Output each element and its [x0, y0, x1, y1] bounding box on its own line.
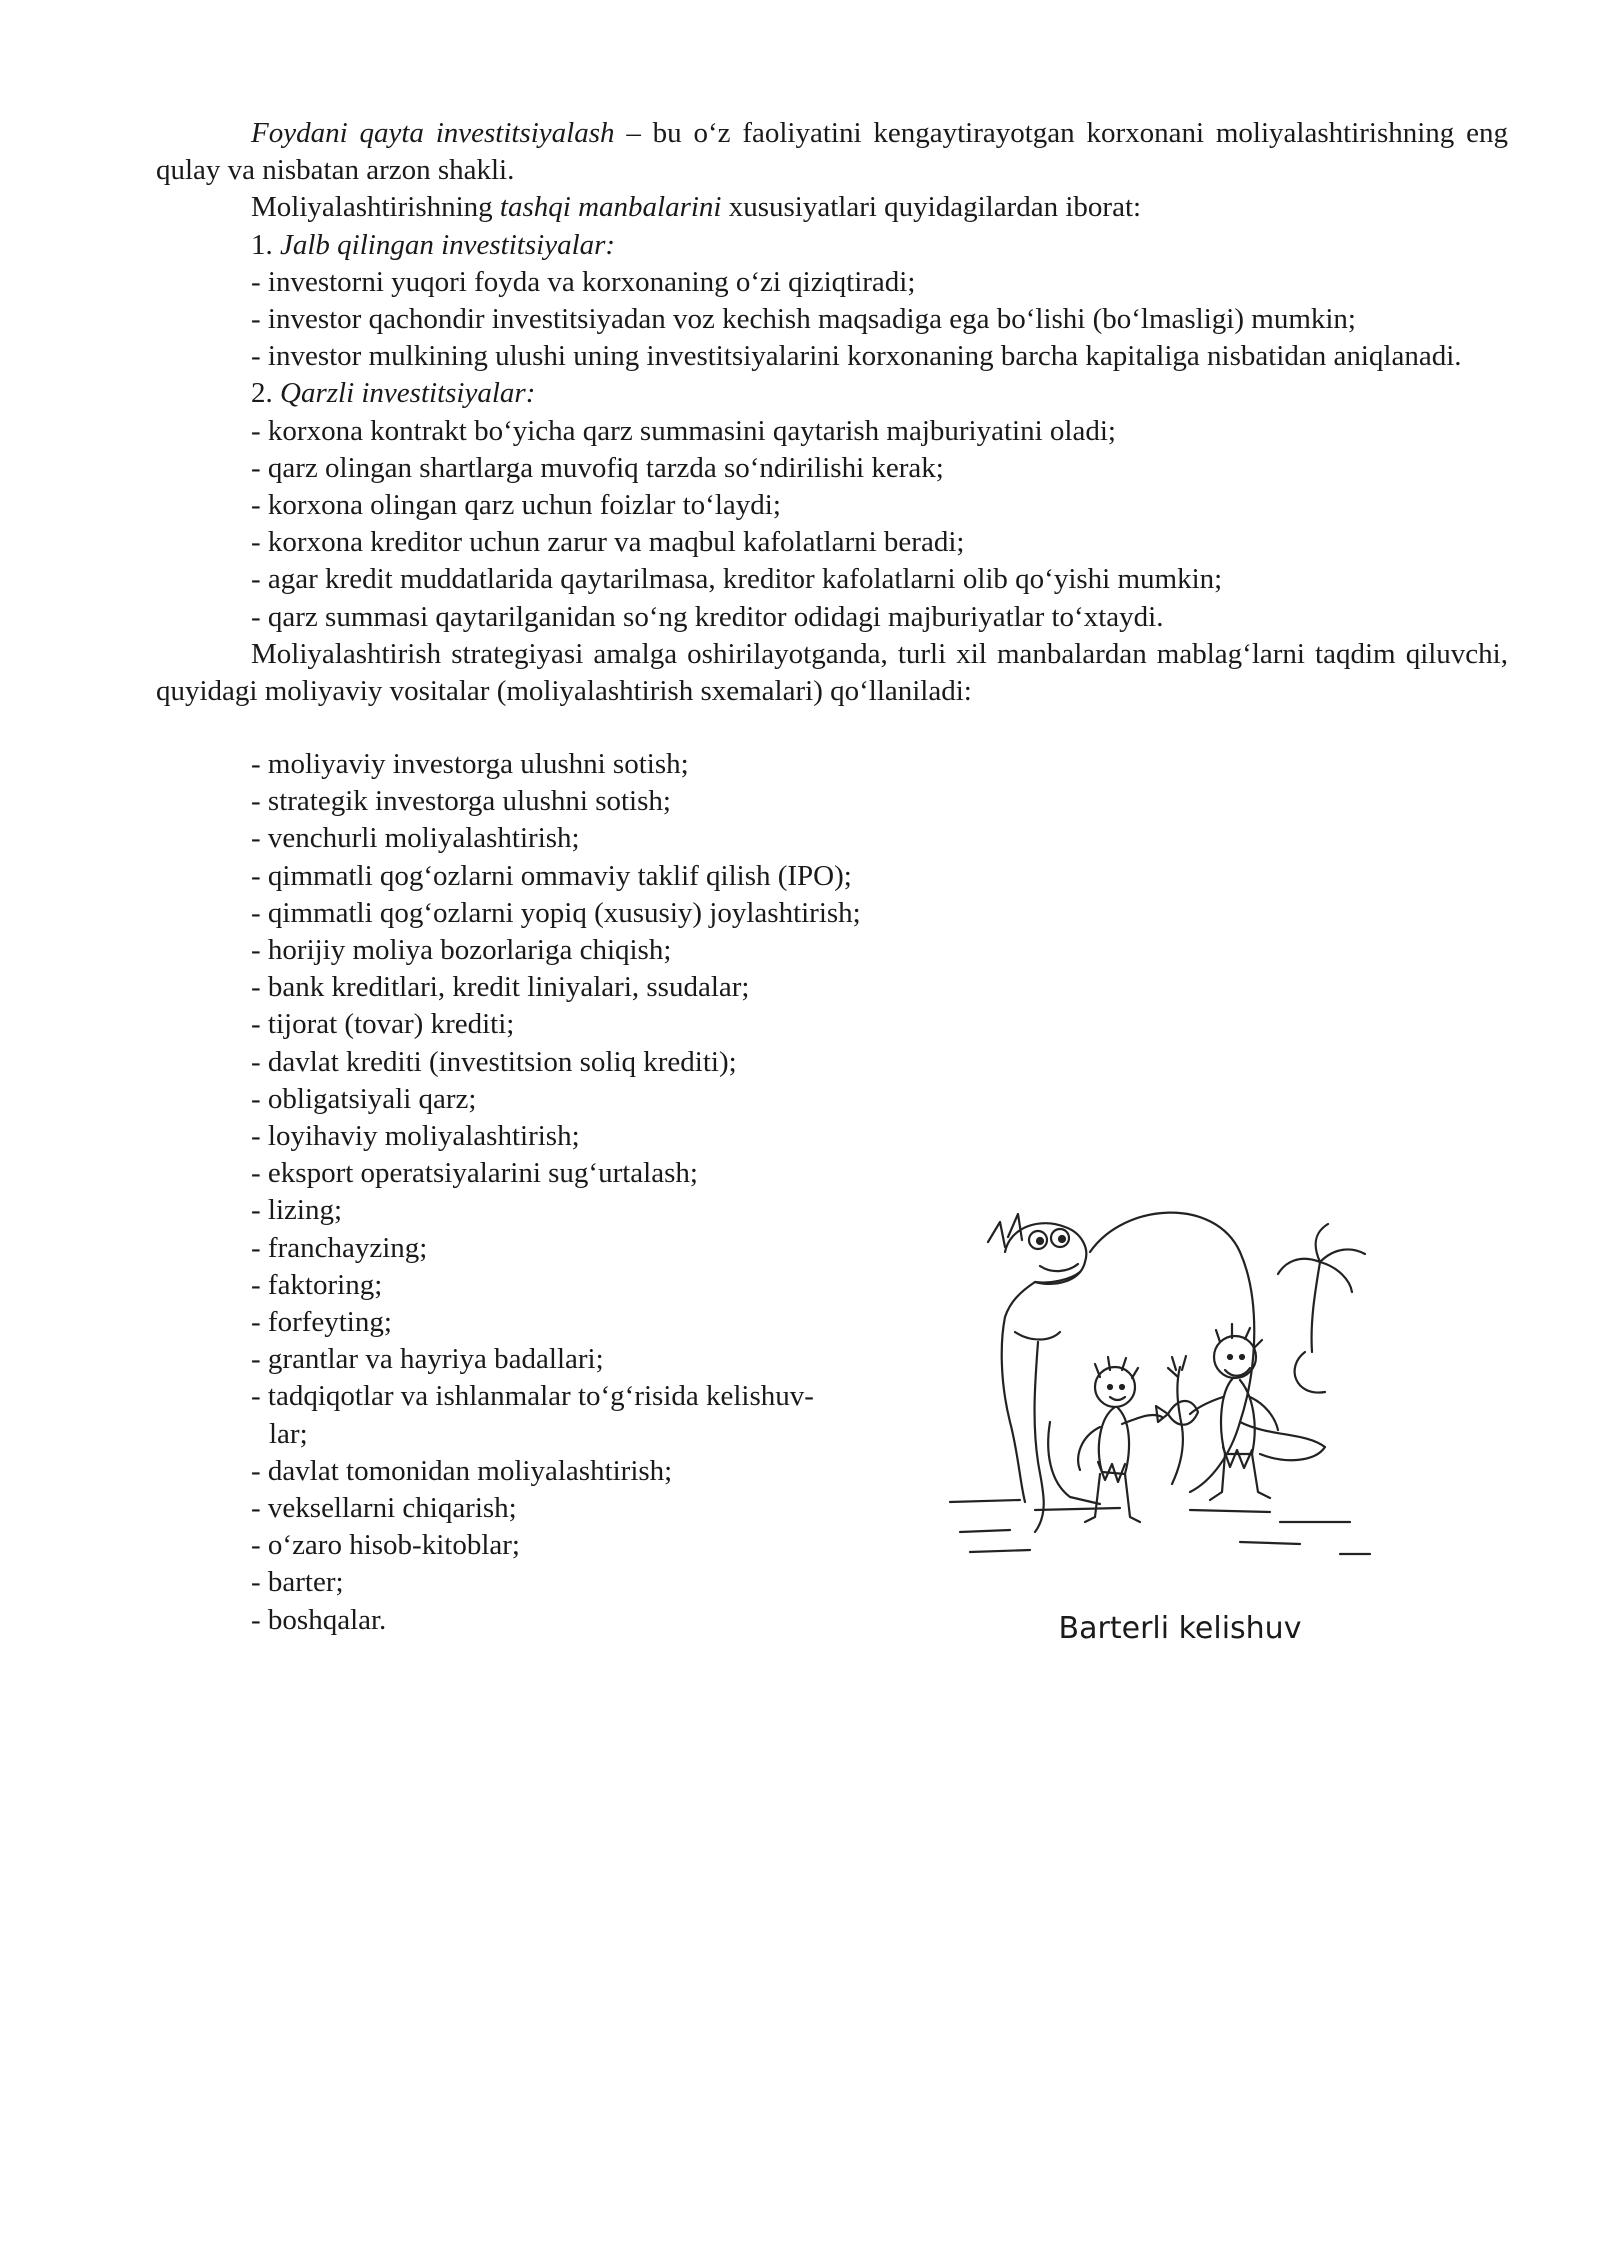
- section-title: Jalb qilingan investitsiyalar:: [280, 228, 616, 261]
- strategy-paragraph: Moliyalashtirish strategiyasi amalga oshirilayotganda, turli xil manbalardan mablag‘larni taqdim qiluvchi, quyidagi moliyaviy vositalar (moliyalashtirish sxemalari) qo‘llaniladi:: [156, 637, 1508, 708]
- list-item: - davlat tomonidan moliyalashtirish;: [251, 1454, 673, 1487]
- list-item: - tijorat (tovar) krediti;: [251, 1008, 515, 1041]
- section-2-item: - agar kredit muddatlarida qaytarilmasa, kreditor kafolatlarni olib qo‘yishi mumkin;: [251, 563, 1223, 596]
- section-1-item: - investor mulkining ulushi uning investitsiyalarini korxonaning barcha kapitaliga nisbatidan aniqlanadi.: [251, 340, 1462, 373]
- section-number: 1.: [251, 228, 280, 261]
- list-item: - barter;: [251, 1566, 344, 1599]
- section-1-item: - investor qachondir investitsiyadan voz kechish maqsadiga ega bo‘lishi (bo‘lmasligi) mumkin;: [251, 303, 1356, 336]
- list-item: - horijiy moliya bozorlariga chiqish;: [251, 934, 672, 967]
- main-text: [156, 115, 1508, 710]
- list-item: - faktoring;: [251, 1268, 383, 1301]
- list-item: - eksport operatsiyalarini sug‘urtalash;: [251, 1157, 698, 1190]
- section-1-item: - investorni yuqori foyda va korxonaning o‘zi qiziqtiradi;: [251, 265, 916, 298]
- section-2-item: - qarz olingan shartlarga muvofiq tarzda so‘ndirilishi kerak;: [251, 451, 944, 484]
- section-2-item: - qarz summasi qaytarilganidan so‘ng kreditor odidagi majburiyatlar to‘xtaydi.: [251, 600, 1164, 633]
- instrument-list: [156, 746, 916, 1639]
- paragraph-text: xususiyatlari quyidagilardan iborat:: [721, 191, 1142, 224]
- list-item: - obligatsiyali qarz;: [251, 1082, 477, 1115]
- list-item: - tadqiqotlar va ishlanmalar to‘g‘risida kelishuv-: [251, 1380, 814, 1413]
- section-2-item: - korxona kontrakt bo‘yicha qarz summasini qaytarish majburiyatini oladi;: [251, 414, 1116, 447]
- section-1-heading: [156, 227, 1508, 264]
- list-item: - bank kreditlari, kredit liniyalari, ssudalar;: [251, 971, 750, 1004]
- section-title: Qarzli investitsiyalar:: [280, 377, 536, 410]
- section-number: 2.: [251, 377, 280, 410]
- list-item: - lizing;: [251, 1194, 343, 1227]
- italic-term: tashqi manbalarini: [499, 191, 722, 224]
- list-item: - davlat krediti (investitsion soliq krediti);: [251, 1045, 737, 1078]
- list-item: - qimmatli qog‘ozlarni yopiq (xususiy) joylashtirish;: [251, 896, 861, 929]
- list-item-continuation: [156, 1416, 916, 1453]
- intro-paragraph-1: [156, 115, 1508, 189]
- section-2-item: - korxona kreditor uchun zarur va maqbul kafolatlarni beradi;: [251, 526, 965, 559]
- list-item: - venchurli moliyalashtirish;: [251, 822, 580, 855]
- list-item: - franchayzing;: [251, 1231, 428, 1264]
- list-item: - boshqalar.: [251, 1603, 387, 1636]
- intro-paragraph-2: [156, 189, 1508, 226]
- continuation-text: lar;: [269, 1417, 308, 1450]
- list-item: - grantlar va hayriya badallari;: [251, 1343, 604, 1376]
- paragraph-text: – bu o‘z faoliyatini kengaytirayotgan korxonani moliyalashtirishning eng qulay va nisbatan arzon shakli.: [156, 117, 1508, 187]
- section-2-item: - korxona olingan qarz uchun foizlar to‘laydi;: [251, 489, 781, 522]
- italic-term: Foydani qayta investitsiyalash: [251, 117, 615, 149]
- list-item: - loyihaviy moliyalashtirish;: [251, 1120, 580, 1153]
- list-item: - forfeyting;: [251, 1306, 392, 1339]
- list-item: - qimmatli qog‘ozlarni ommaviy taklif qilish (IPO);: [251, 859, 852, 892]
- list-item: - strategik investorga ulushni sotish;: [251, 785, 671, 818]
- paragraph-text: Moliyalashtirishning: [251, 191, 500, 224]
- list-item: - veksellarni chiqarish;: [251, 1492, 517, 1525]
- list-item: - moliyaviy investorga ulushni sotish;: [251, 748, 689, 780]
- figure-caption: Barterli kelishuv: [1058, 1611, 1302, 1646]
- list-item: - o‘zaro hisob-kitoblar;: [251, 1529, 520, 1562]
- section-2-heading: [156, 375, 1508, 412]
- barter-cartoon-illustration: [940, 1192, 1380, 1572]
